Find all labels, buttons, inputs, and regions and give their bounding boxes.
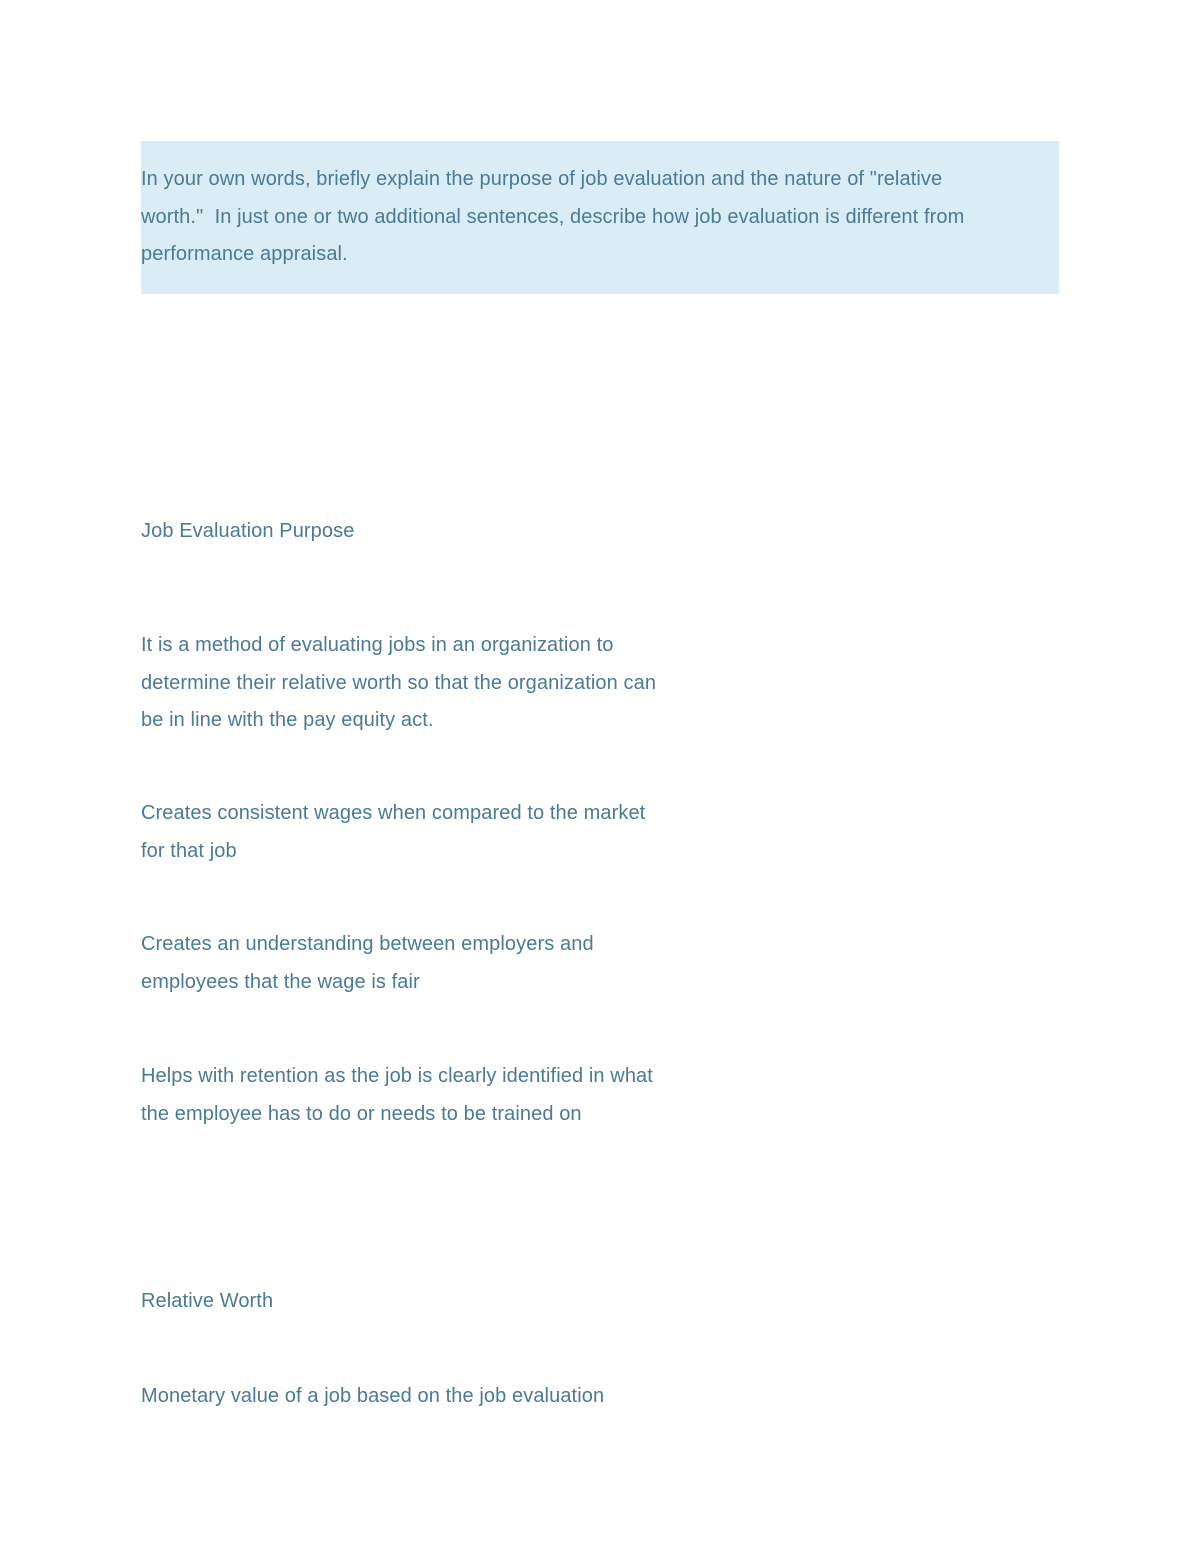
prompt-line: worth." In just one or two additional sentences, describe how job evaluation is different from bbox=[141, 205, 965, 228]
paragraph-retention bbox=[141, 1058, 653, 1133]
paragraph-understanding bbox=[141, 926, 594, 1001]
paragraph-line: It is a method of evaluating jobs in an organization to bbox=[141, 634, 614, 656]
paragraph-line: Creates an understanding between employers and bbox=[141, 933, 594, 955]
paragraph-line: be in line with the pay equity act. bbox=[141, 709, 434, 731]
section-heading-relative-worth: Relative Worth bbox=[141, 1290, 274, 1312]
question-prompt-box bbox=[141, 141, 1059, 294]
prompt-line: In your own words, briefly explain the purpose of job evaluation and the nature of "relative bbox=[141, 168, 943, 190]
paragraph-line: Monetary value of a job based on the job evaluation bbox=[141, 1385, 605, 1407]
paragraph-line: determine their relative worth so that the organization can bbox=[141, 671, 657, 694]
paragraph-line: employees that the wage is fair bbox=[141, 970, 420, 993]
section-heading-job-evaluation-purpose: Job Evaluation Purpose bbox=[141, 520, 355, 542]
paragraph-line: Helps with retention as the job is clearly identified in what bbox=[141, 1065, 653, 1087]
paragraph-monetary-value bbox=[141, 1378, 604, 1416]
prompt-line: performance appraisal. bbox=[141, 243, 348, 265]
paragraph-line: for that job bbox=[141, 839, 237, 862]
paragraph-line: the employee has to do or needs to be trained on bbox=[141, 1102, 582, 1125]
paragraph-consistent-wages bbox=[141, 795, 645, 870]
question-prompt bbox=[141, 161, 1059, 274]
paragraph-line: Creates consistent wages when compared to the market bbox=[141, 802, 646, 824]
paragraph-method bbox=[141, 627, 656, 740]
